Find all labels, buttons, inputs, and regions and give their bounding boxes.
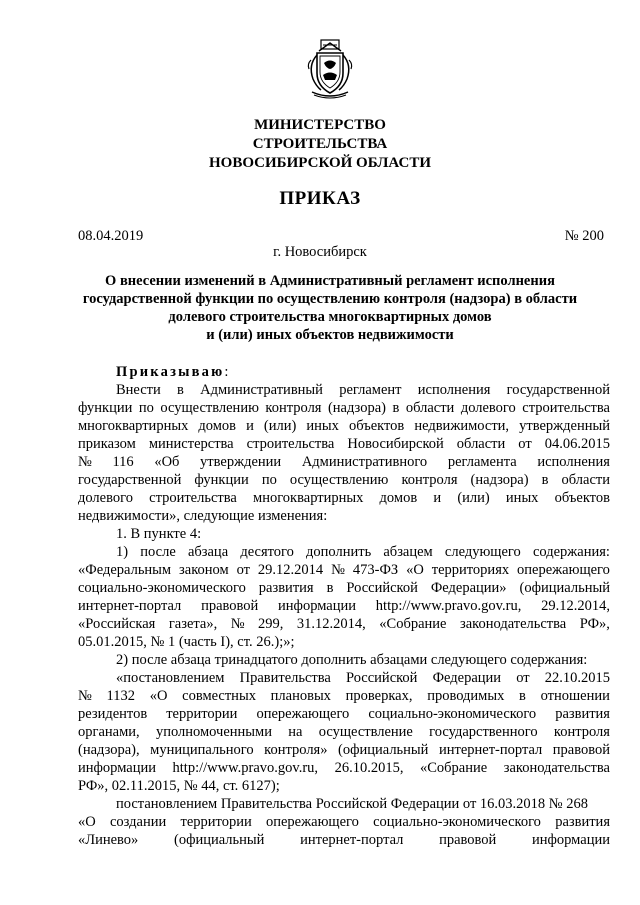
body-word: опережающего [517, 562, 610, 578]
body-word: в [177, 382, 184, 398]
body-word: интернет-портал [300, 832, 404, 848]
body-word: проводимых [427, 688, 505, 704]
body-word: абзацем [383, 544, 433, 560]
body-word: в [326, 580, 334, 596]
body-word: № [230, 616, 245, 632]
body-word: утверждении [200, 454, 282, 470]
body-word: Административного [301, 454, 428, 470]
body-word: 116 [112, 454, 134, 470]
body-word: развития [555, 814, 610, 830]
body-word: проверках, [345, 688, 413, 704]
body-word: от [236, 562, 250, 578]
body-word: в [519, 688, 526, 704]
body-word: десятого [240, 544, 294, 560]
body-word: «Собрание [379, 616, 447, 632]
body-word: плановых [270, 688, 331, 704]
body-word: области [456, 436, 506, 452]
body-word: Российской [345, 670, 418, 686]
body-word: в [541, 472, 549, 488]
body-word: «О [78, 814, 96, 830]
body-word: и [246, 418, 254, 434]
body-line [78, 543, 610, 561]
order-heading [78, 363, 610, 381]
body-line [78, 453, 610, 471]
body-line [78, 417, 610, 435]
body-word: правовой [552, 742, 610, 758]
body-word: территории [180, 814, 252, 830]
body-word: осуществление [318, 724, 413, 740]
body-word: законодательства [460, 616, 567, 632]
body-word: социально-экономического [373, 814, 541, 830]
subject-line: О внесении изменений в Административный регламент исполнения [105, 273, 555, 289]
body-word: (или) [457, 490, 490, 506]
subject-line: долевого строительства многоквартирных домов [168, 309, 492, 325]
body-word: развития [258, 580, 314, 596]
body-word: домов [198, 418, 237, 434]
body-word: резидентов [78, 706, 148, 722]
body-word: после [140, 544, 176, 560]
body-line [78, 615, 610, 633]
body-word: и [433, 490, 442, 506]
body-word: утвержденный [519, 418, 610, 434]
body-word: государственного [429, 724, 538, 740]
body-word: 22.10.2015 [544, 670, 610, 686]
body-word: «Собрание [420, 760, 488, 776]
body-word: правовой [201, 598, 259, 614]
body-word: области [561, 472, 610, 488]
body-word: дополнить [306, 544, 372, 560]
body-word: РФ», [579, 616, 610, 632]
body-line [78, 579, 610, 597]
body-word: исполнения [537, 454, 610, 470]
body-word: (официальный [338, 742, 429, 758]
body-word: информации [531, 832, 610, 848]
body-word: информации [278, 598, 357, 614]
body-line [78, 759, 610, 777]
body-word: № [331, 562, 345, 578]
body-line: 1. В пункте 4: [116, 526, 202, 542]
body-line [78, 669, 610, 687]
body-word: контроля» [264, 742, 328, 758]
body-word: (надзора) [470, 472, 529, 488]
body-word: 1) [116, 544, 129, 560]
document-type: ПРИКАЗ [279, 188, 361, 209]
document-body [78, 363, 610, 849]
body-word: контроля [553, 724, 610, 740]
body-word: государственной [78, 472, 182, 488]
body-word: многоквартирных [78, 418, 189, 434]
body-line [78, 435, 610, 453]
subject-line: и (или) иных объектов недвижимости [206, 327, 454, 343]
body-word: объектов [348, 418, 405, 434]
document-city: г. Новосибирск [273, 244, 367, 260]
body-word: отношении [540, 688, 610, 704]
body-word: функции [194, 472, 249, 488]
body-word: иных [505, 490, 539, 506]
body-line [78, 381, 610, 399]
body-word: Федерации» [430, 580, 507, 596]
body-word: Новосибирской [347, 436, 444, 452]
body-word: опережающего [265, 814, 359, 830]
body-word: «О [149, 688, 168, 704]
body-line [78, 597, 610, 615]
body-word: Федерации [432, 670, 502, 686]
body-word: «Российская [78, 616, 156, 632]
body-line: постановлением Правительства Российской Федерации от 16.03.2018 № 268 [116, 796, 589, 812]
body-word: совместных [182, 688, 256, 704]
body-word: содержания: [532, 544, 610, 560]
body-word: строительства [522, 400, 610, 416]
body-word: (надзора), [78, 742, 140, 758]
body-word: интернет-портал [78, 598, 182, 614]
body-word: 299, [258, 616, 284, 632]
body-word: социально-экономического [368, 706, 537, 722]
body-line [78, 705, 610, 723]
coat-of-arms-icon [304, 38, 356, 100]
body-word: функции [78, 400, 133, 416]
body-word: контроля [265, 400, 322, 416]
body-line [78, 741, 610, 759]
body-word: осуществлению [289, 472, 389, 488]
body-word: по [138, 400, 154, 416]
body-word: 31.12.2014, [296, 616, 366, 632]
body-word: № [78, 454, 92, 470]
body-word: регламента [447, 454, 517, 470]
body-word: регламент [339, 382, 402, 398]
body-word: иных [306, 418, 339, 434]
body-word: строительства [246, 436, 335, 452]
body-word: от [518, 436, 532, 452]
body-line [78, 723, 610, 741]
body-word: информации [78, 760, 156, 776]
body-word: территории [166, 706, 238, 722]
body-word: Российской [346, 580, 418, 596]
body-word: территориях [431, 562, 510, 578]
body-word: правовой [439, 832, 497, 848]
body-word: от [516, 670, 530, 686]
document-number: № 200 [564, 228, 604, 244]
body-word: абзаца [187, 544, 229, 560]
body-line [78, 489, 610, 507]
body-line: 2) после абзаца тринадцатого дополнить абзацами следующего содержания: [116, 652, 588, 668]
body-word: по [261, 472, 277, 488]
body-word: государственной [506, 382, 610, 398]
body-word: «Об [154, 454, 180, 470]
body-word: органами, [78, 724, 140, 740]
body-word: законом [179, 562, 229, 578]
document-date: 08.04.2019 [78, 228, 144, 244]
subject-line: государственной функции по осуществлению контроля (надзора) в области [82, 291, 578, 307]
body-word: газета», [168, 616, 218, 632]
body-line: недвижимости», следующие изменения: [78, 508, 328, 524]
body-word: долевого [78, 490, 133, 506]
body-line [78, 399, 610, 417]
body-word: Административный [200, 382, 323, 398]
body-word: 29.12.2014, [541, 598, 610, 614]
body-word: муниципального [150, 742, 254, 758]
body-word: области [405, 400, 455, 416]
body-word: (надзора) [327, 400, 386, 416]
ministry-line: СТРОИТЕЛЬСТВА [252, 136, 388, 152]
body-word: http://www.pravo.gov.ru, [172, 760, 319, 776]
body-word: недвижимости, [414, 418, 510, 434]
body-word: «постановлением [116, 670, 225, 686]
body-word: (официальный [173, 832, 265, 848]
body-word: исполнения [417, 382, 491, 398]
body-word: развития [555, 706, 610, 722]
body-word: министерства [148, 436, 234, 452]
body-word: Правительства [239, 670, 331, 686]
ministry-line: МИНИСТЕРСТВО [254, 117, 386, 133]
body-word: «О [406, 562, 424, 578]
body-word: 04.06.2015 [544, 436, 610, 452]
body-word: «Линево» [78, 832, 139, 848]
body-word: законодательства [503, 760, 610, 776]
body-word: уполномоченными [155, 724, 272, 740]
body-word: (официальный [519, 580, 610, 596]
body-word: № [78, 688, 92, 704]
body-word: интернет-портал [438, 742, 543, 758]
body-word: многоквартирных [253, 490, 364, 506]
order-colon: : [224, 364, 229, 380]
body-word: создании [110, 814, 167, 830]
body-word: следующего [444, 544, 521, 560]
body-line [78, 687, 610, 705]
body-word: «Федеральным [78, 562, 172, 578]
body-line: 05.01.2015, № 1 (часть I), ст. 26.);»; [78, 634, 295, 650]
body-word: в [392, 400, 400, 416]
ministry-name [0, 116, 640, 173]
body-word: (или) [263, 418, 297, 434]
body-word: долевого [460, 400, 516, 416]
body-word: объектов [554, 490, 610, 506]
body-word: домов [379, 490, 418, 506]
body-word: Внести [116, 382, 161, 398]
body-word: на [288, 724, 303, 740]
order-word: Приказываю [116, 364, 225, 380]
body-word: опережающего [256, 706, 350, 722]
body-word: приказом [78, 436, 136, 452]
body-word: 1132 [106, 688, 136, 704]
body-word: контроля [401, 472, 458, 488]
document-subject [70, 272, 590, 344]
body-word: 26.10.2015, [334, 760, 404, 776]
body-word: 473-ФЗ [352, 562, 399, 578]
body-line [78, 831, 610, 849]
body-line [78, 471, 610, 489]
ministry-line: НОВОСИБИРСКОЙ ОБЛАСТИ [208, 155, 432, 171]
body-word: http://www.pravo.gov.ru, [375, 598, 522, 614]
body-word: социально-экономического [78, 580, 246, 596]
body-line: РФ», 02.11.2015, № 44, ст. 6127); [78, 778, 280, 794]
body-line [78, 561, 610, 579]
body-word: строительства [149, 490, 237, 506]
body-word: осуществлению [160, 400, 259, 416]
body-word: 29.12.2014 [257, 562, 324, 578]
body-line [78, 813, 610, 831]
